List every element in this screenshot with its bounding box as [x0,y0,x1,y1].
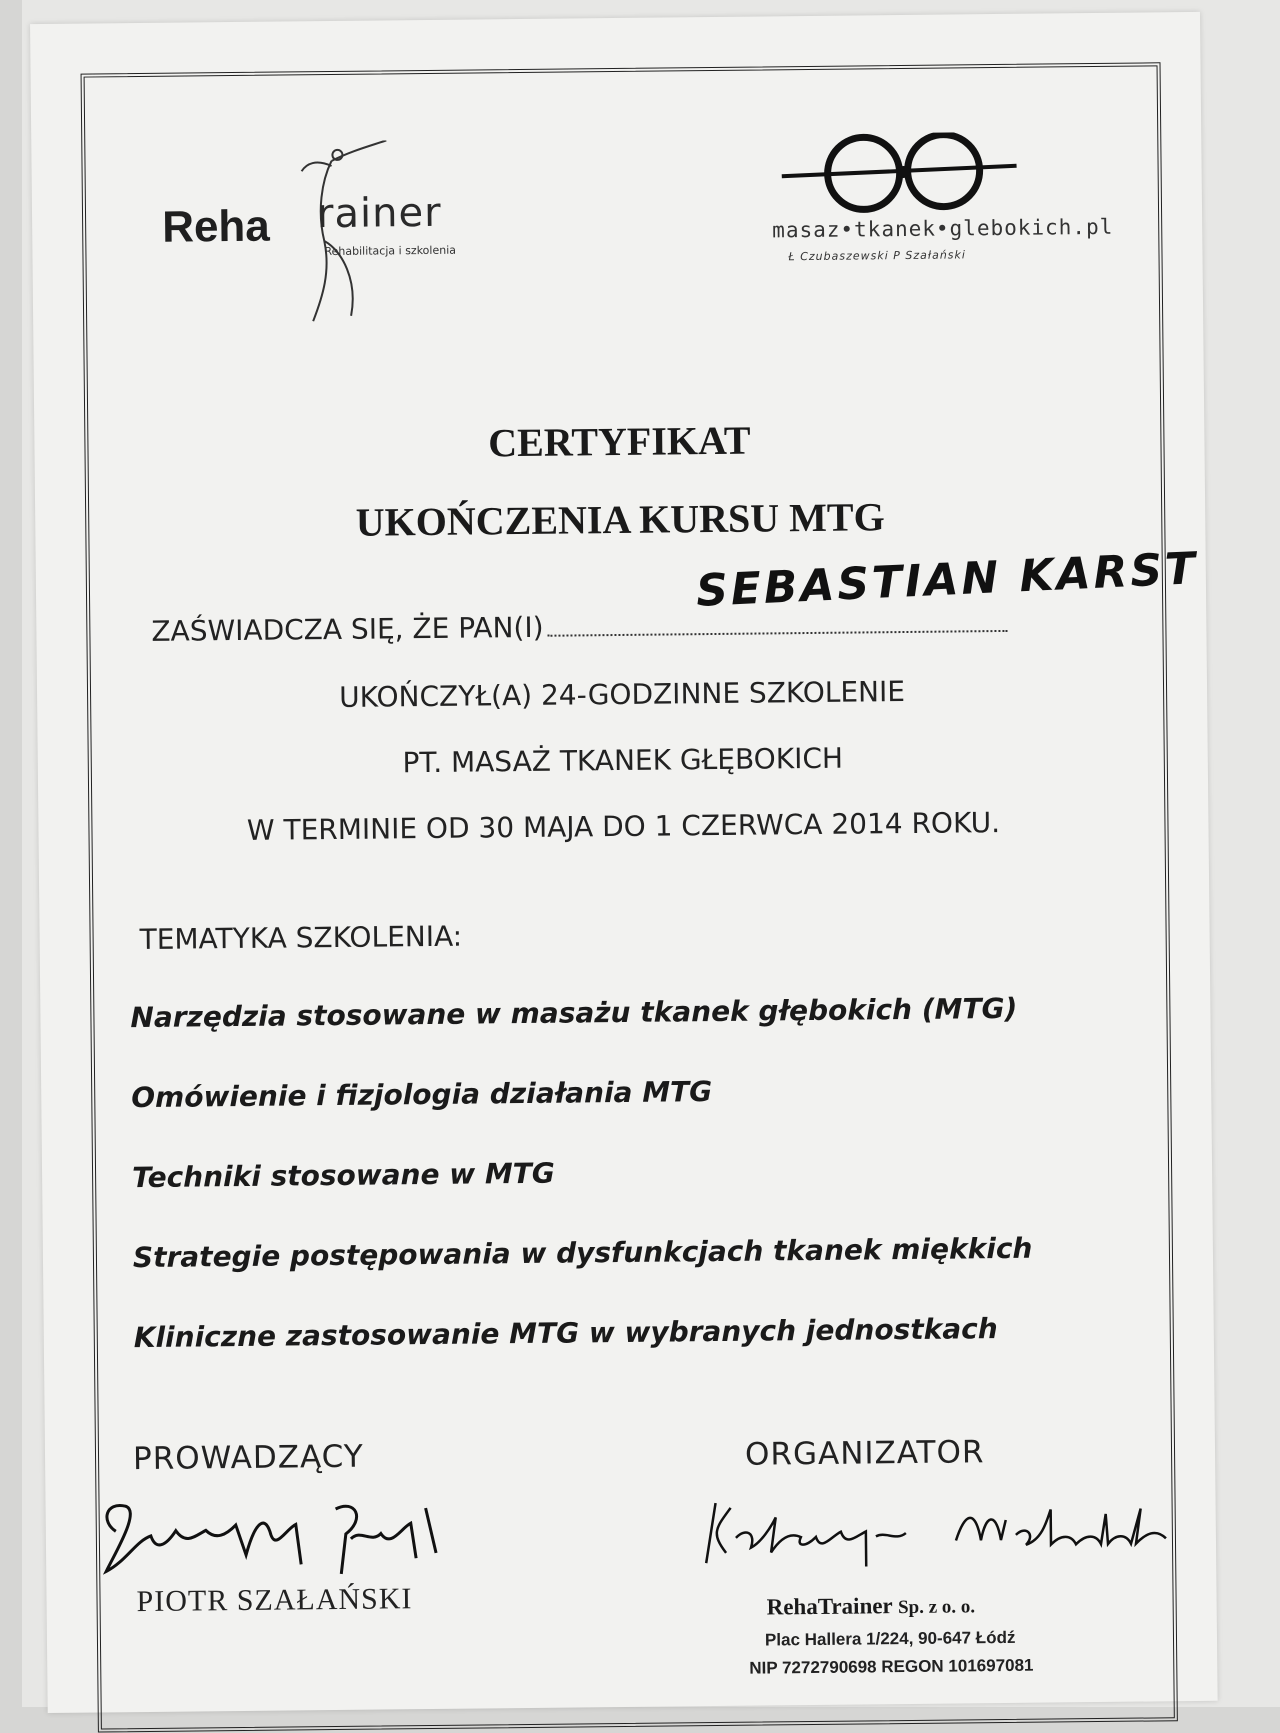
rehatrainer-logo [141,139,503,343]
logo-authors: Ł Czubaszewski P Szałański [788,248,966,264]
logo-tagline: Rehabilitacja i szkolenia [324,243,457,259]
topics-header: TEMATYKA SZKOLENIA: [139,919,463,957]
organizer-signature [695,1488,1176,1573]
instructor-label: PROWADZĄCY [132,1438,364,1478]
logo-domain: masaz•tkanek•glebokich.pl [772,214,1114,243]
topic-item: Omówienie i fizjologia działania MTG [131,1075,713,1115]
topic-item: Kliniczne zastosowanie MTG w wybranych jednostkach [133,1312,998,1355]
logo-brand-second: rainer [316,189,442,238]
mtg-logo [771,130,1153,304]
stamp-ids: NIP 7272790698 REGON 101697081 [749,1655,1034,1678]
infinity-circles-icon [781,132,1022,215]
instructor-signature [95,1488,456,1592]
topic-item: Narzędzia stosowane w masażu tkanek głębokich (MTG) [130,991,1018,1035]
completed-line: UKOŃCZYŁ(A) 24-GODZINNE SZKOLENIE [339,675,906,714]
name-dotted-line [547,604,1007,637]
certificate-title: CERTYFIKAT [488,417,751,466]
certificate-subtitle: UKOŃCZENIA KURSU MTG [355,494,885,545]
stamp-company-suffix: Sp. z o. o. [897,1596,976,1619]
stamp-address: Plac Hallera 1/224, 90-647 Łódź [764,1627,1016,1650]
topic-item: Techniki stosowane w MTG [131,1156,555,1195]
certify-prefix: ZAŚWIADCZA SIĘ, ŻE PAN(I) [151,610,544,648]
instructor-name: PIOTR SZAŁAŃSKI [136,1582,413,1619]
course-line: PT. MASAŻ TKANEK GŁĘBOKICH [402,741,844,780]
participant-name: SEBASTIAN KARST [695,543,1200,617]
certificate-page [30,12,1218,1713]
stamp-company-name: RehaTrainer [766,1593,893,1620]
stamp-company [767,1592,976,1620]
topic-item: Strategie postępowania w dysfunkcjach tkanek miękkich [132,1231,1033,1275]
organizer-label: ORGANIZATOR [744,1434,985,1473]
logo-brand-first: Reha [161,201,271,252]
dates-line: W TERMINIE OD 30 MAJA DO 1 CZERWCA 2014 ROKU. [246,806,1001,847]
